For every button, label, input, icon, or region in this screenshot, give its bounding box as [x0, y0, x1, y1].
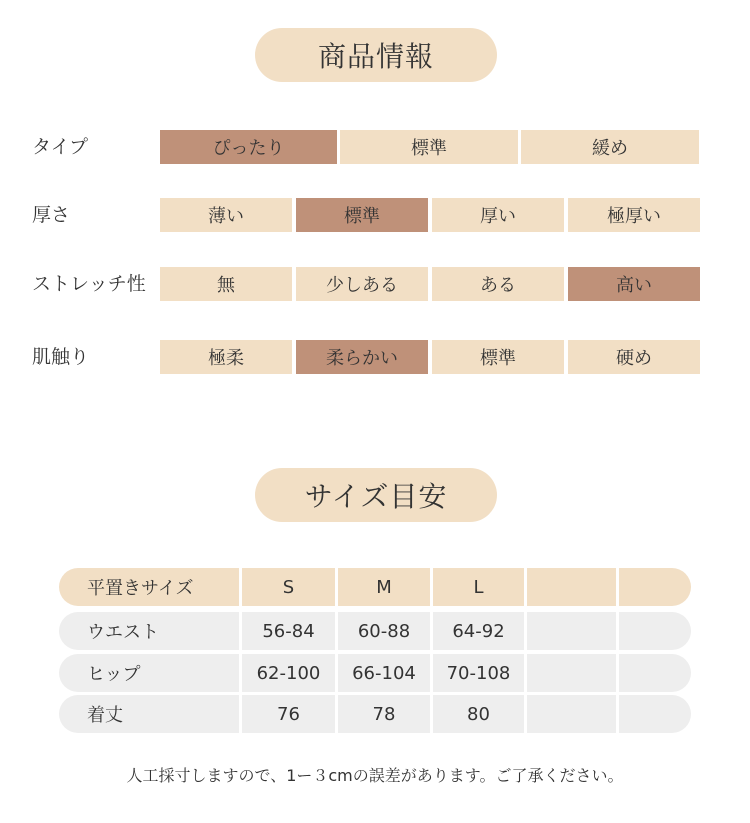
table-cell: ウエスト [59, 612, 239, 650]
option-cell: 厚い [432, 198, 564, 232]
option-cell: 少しある [296, 267, 428, 301]
measurement-note: 人工採寸しますので、1ー３cmの誤差があります。ご了承ください。 [126, 766, 624, 785]
table-cell [619, 654, 691, 692]
attr-row-type [0, 130, 750, 164]
product-info-title: 商品情報 [255, 28, 497, 82]
table-header-cell: L [433, 568, 524, 606]
table-cell: 70-108 [433, 654, 524, 692]
table-cell: 76 [242, 695, 335, 733]
table-cell: 60-88 [338, 612, 430, 650]
attr-label: 厚さ [32, 204, 71, 226]
option-cell: ある [432, 267, 564, 301]
table-cell [527, 654, 616, 692]
attr-label: ストレッチ性 [32, 273, 146, 295]
table-cell: 64-92 [433, 612, 524, 650]
table-cell: 62-100 [242, 654, 335, 692]
table-row [59, 654, 691, 692]
table-cell: 着丈 [59, 695, 239, 733]
table-header-cell [619, 568, 691, 606]
option-cell: 硬め [568, 340, 700, 374]
attr-row-texture [0, 340, 750, 374]
table-header-cell: M [338, 568, 430, 606]
table-cell: ヒップ [59, 654, 239, 692]
attr-row-thickness [0, 198, 750, 232]
option-cell: 標準 [432, 340, 564, 374]
table-row [59, 695, 691, 733]
option-cell: 無 [160, 267, 292, 301]
option-cell-selected: 柔らかい [296, 340, 428, 374]
table-cell: 56-84 [242, 612, 335, 650]
table-header-row [59, 568, 691, 606]
attr-row-stretch [0, 267, 750, 301]
table-cell [619, 695, 691, 733]
option-cell: 極厚い [568, 198, 700, 232]
option-cell-selected: ぴったり [160, 130, 337, 164]
table-header-cell: S [242, 568, 335, 606]
option-cell: 標準 [340, 130, 518, 164]
table-cell: 66-104 [338, 654, 430, 692]
table-header-cell [527, 568, 616, 606]
option-cell-selected: 高い [568, 267, 700, 301]
attr-label: タイプ [32, 136, 89, 158]
option-cell: 緩め [521, 130, 699, 164]
option-cell: 薄い [160, 198, 292, 232]
table-cell: 78 [338, 695, 430, 733]
table-cell [527, 612, 616, 650]
option-cell: 極柔 [160, 340, 292, 374]
table-header-cell: 平置きサイズ [59, 568, 239, 606]
table-row [59, 612, 691, 650]
table-cell [619, 612, 691, 650]
size-guide-title: サイズ目安 [255, 468, 497, 522]
attr-label: 肌触り [32, 346, 90, 368]
table-cell [527, 695, 616, 733]
table-cell: 80 [433, 695, 524, 733]
option-cell-selected: 標準 [296, 198, 428, 232]
